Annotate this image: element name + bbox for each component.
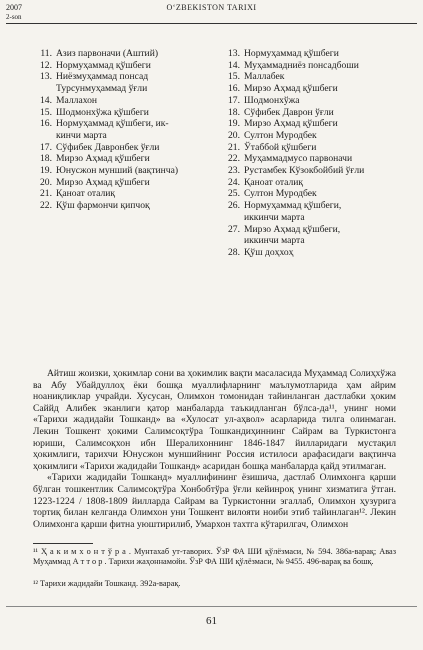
- list-item-number: 28.: [228, 246, 240, 258]
- footnote: ¹¹ Ҳ а к и м х о н т ў р а . Мунтахаб ут-таворих. ЎзР ФА ШИ қўлёзмаси, № 594. 386а-варақ; Аваз Муҳаммад А т т о р . Тарихи жаҳоннамойи. ЎзР ФА ШИ қўлёзмаси, № 9455. 496-варақ ва бошқ.: [33, 547, 396, 567]
- list-item-number: 20.: [228, 129, 240, 141]
- list-item-text: [56, 177, 202, 189]
- list-item-text: [56, 95, 202, 107]
- list-item-line: Муҳаммадмусо парвоначи: [244, 153, 353, 165]
- list-item-text: [244, 130, 393, 142]
- list-item-text: [56, 188, 202, 200]
- list-item-line: Мирзо Аҳмад қўшбеги: [56, 153, 150, 165]
- list-item-line: Юнусжон мунший (вақтинча): [56, 165, 179, 177]
- footnote: ¹² Тарихи жадидайи Тошканд. 392а-варақ.: [33, 579, 181, 588]
- list-item-line: Турсунмуҳаммад ўғли: [56, 83, 148, 95]
- list-item-line: Султон Муродбек: [244, 129, 317, 141]
- list-item-text: [56, 153, 202, 165]
- list-item-text: [244, 83, 393, 95]
- header-divider: [6, 23, 417, 24]
- list-item-line: Нормуҳаммад қўшбеги: [244, 48, 339, 59]
- list-item-text: [244, 247, 393, 259]
- list-item-number: 15.: [40, 106, 52, 118]
- list-item-number: 13.: [228, 48, 240, 59]
- list-item: [218, 95, 393, 107]
- paragraph: Айтиш жоизки, ҳокимлар сони ва ҳокимлик вақти масаласида Муҳаммад Солиҳхўжа ва Абу Убайдуллоҳ ёки бошқа муаллифларнинг маълумотларида ҳам айрим ноаниқликлар учрайди. Хусусан, Олимхон томонидан тайинланган дастлабки ҳоким Саййд Алибек эканлиги қатор манбаларда таъкидланган бўлса-да¹¹, унинг номи «Тарихи жадидайи Тошканд» ва «Хулосат ул-аҳвол» асарларида тилга олинмаган. Лекин Тошкент ҳокими Салимсоқтўра Тошкандиҳиннинг Сайрам ва Туркистонга юриши, Салимсоқхон ибн Шералихоннинг 1846-1847 йилларидаги мустақил ҳокимлиги, тарихчи Юнусжон муншийнинг Россия истилоси арафасидаги вақтинча ҳокимлиги «Тарихи жадидайи Тошканд» асаридан бошқа манбаларда қайд этилмаган.: [33, 368, 396, 472]
- list-item: [30, 95, 202, 107]
- list-item: [30, 107, 202, 119]
- list-item-text: [56, 142, 202, 154]
- list-item-line: Нормуҳаммад қўшбеги,: [244, 200, 342, 212]
- list-item-line: Қўш фармончи қипчоқ: [56, 200, 150, 212]
- list-item-number: 17.: [40, 141, 52, 153]
- list-item-text: [244, 200, 393, 223]
- list-item-text: [56, 200, 202, 212]
- list-item-line: Нормуҳаммад қўшбеги, ик-: [56, 118, 169, 130]
- list-item-number: 27.: [228, 223, 240, 235]
- header-title: O‘ZBEKISTON TARIXI: [166, 3, 257, 12]
- list-item-line: Шодмонхўжа қўшбеги: [56, 106, 149, 118]
- list-item-number: 12.: [40, 59, 52, 71]
- list-item-line: Азиз парвоначи (Аштий): [56, 48, 159, 59]
- list-item: [30, 142, 202, 154]
- list-item-line: Ниёзмуҳаммад понсад: [56, 71, 149, 83]
- list-item-line: Мирзо Аҳмад қўшбеги: [56, 176, 150, 188]
- list-item-line: Сўфибек Даврон ўғли: [244, 106, 334, 118]
- list-item: [218, 60, 393, 72]
- list-item-line: Рустамбек Кўзокбойбий ўғли: [244, 165, 365, 177]
- list-item-line: Қаноат оталиқ: [244, 176, 304, 188]
- list-item: [218, 153, 393, 165]
- list-item-number: 19.: [40, 165, 52, 177]
- list-item-number: 17.: [228, 94, 240, 106]
- list-item-text: [56, 60, 202, 72]
- list-item-number: 16.: [228, 83, 240, 95]
- list-item: [218, 107, 393, 119]
- list-item: [30, 188, 202, 200]
- list-item: [218, 247, 393, 259]
- list-item-number: 19.: [228, 118, 240, 130]
- list-item-text: [244, 165, 393, 177]
- list-item-line: Қўш доҳхоҳ: [244, 246, 294, 258]
- list-item-line: Маллахон: [56, 94, 98, 106]
- list-item: [30, 71, 202, 94]
- list-item: [218, 177, 393, 189]
- list-item-line: иккинчи марта: [244, 235, 305, 247]
- list-item-number: 25.: [228, 188, 240, 200]
- list-item-line: Сўфибек Давронбек ўғли: [56, 141, 160, 153]
- list-item: [218, 71, 393, 83]
- list-item-text: [244, 224, 393, 247]
- paragraph: «Тарихи жадидайи Тошканд» муаллифининг ёзишича, дастлаб Олимхонга қарши бўлган тошкентлик Салимсоқтўра Хонбобтўра ўғли кейинроқ унинг хизматига ўтган. 1223-1224 / 1808-1809 йилларда Сайрам ва Туркистонни эгаллаб, Олимхон ҳузурига тортиқ билан келганда Олимхон уни Тошкент вилояти ноиби этиб тайинлаган¹². Лекин Олимхонга қарши фитна уюштирилиб, Умархон тахтга кўтарилгач, Олимхон: [33, 472, 396, 530]
- governors-list-right: [218, 48, 393, 259]
- list-item-text: [56, 118, 202, 141]
- list-item-line: Мирзо Аҳмад қўшбеги: [244, 83, 338, 95]
- list-item-number: 20.: [40, 176, 52, 188]
- list-item: [218, 48, 393, 60]
- list-item-number: 14.: [40, 94, 52, 106]
- list-item-number: 15.: [228, 71, 240, 83]
- list-item: [30, 118, 202, 141]
- list-item-text: [244, 60, 393, 72]
- list-item-number: 24.: [228, 176, 240, 188]
- list-item-text: [56, 107, 202, 119]
- header-year: 2007: [6, 3, 22, 12]
- list-item: [218, 142, 393, 154]
- list-item-text: [244, 71, 393, 83]
- body-text: [33, 368, 396, 530]
- list-item: [218, 118, 393, 130]
- list-item: [218, 200, 393, 223]
- list-item-number: 22.: [228, 153, 240, 165]
- list-item-line: Султон Муродбек: [244, 188, 317, 200]
- list-item-text: [56, 165, 202, 177]
- list-item-text: [244, 95, 393, 107]
- governors-list-left: [30, 48, 202, 212]
- list-item-text: [244, 177, 393, 189]
- list-item-number: 23.: [228, 165, 240, 177]
- list-item-line: Мирзо Аҳмад қўшбеги: [244, 118, 338, 130]
- list-item: [30, 200, 202, 212]
- list-item-text: [56, 48, 202, 60]
- list-item: [218, 130, 393, 142]
- list-item-text: [244, 142, 393, 154]
- list-item-number: 16.: [40, 118, 52, 130]
- list-item-text: [244, 48, 393, 60]
- list-item-line: Ўтаббой қўшбеги: [244, 141, 317, 153]
- list-item-text: [244, 118, 393, 130]
- list-item-text: [244, 188, 393, 200]
- list-item: [218, 83, 393, 95]
- list-item-text: [56, 71, 202, 94]
- list-item-number: 22.: [40, 200, 52, 212]
- list-item-line: Муҳаммадниёз понсадбоши: [244, 59, 359, 71]
- list-item-line: Мирзо Аҳмад қўшбеги,: [244, 223, 341, 235]
- list-item-number: 18.: [228, 106, 240, 118]
- list-item: [30, 60, 202, 72]
- list-item-line: Қаноат оталиқ: [56, 188, 116, 200]
- footnote-divider: [33, 543, 93, 544]
- list-item: [218, 188, 393, 200]
- list-item-line: кинчи марта: [56, 129, 107, 141]
- list-item-number: 11.: [40, 48, 52, 59]
- list-item: [218, 224, 393, 247]
- list-item-text: [244, 153, 393, 165]
- list-item: [30, 153, 202, 165]
- list-item-number: 21.: [228, 141, 240, 153]
- list-item-number: 21.: [40, 188, 52, 200]
- list-item-number: 13.: [40, 71, 52, 83]
- list-item: [30, 48, 202, 60]
- list-item-number: 26.: [228, 200, 240, 212]
- list-item-text: [244, 107, 393, 119]
- page-bottom-divider: [6, 606, 417, 607]
- list-item: [30, 177, 202, 189]
- list-item-line: Маллабек: [244, 71, 285, 83]
- list-item: [218, 165, 393, 177]
- list-item-line: Шодмонхўжа: [244, 94, 300, 106]
- list-item-line: иккинчи марта: [244, 211, 305, 223]
- list-item-line: Нормуҳаммад қўшбеги: [56, 59, 151, 71]
- list-item: [30, 165, 202, 177]
- page-number: 61: [206, 615, 217, 627]
- list-item-number: 18.: [40, 153, 52, 165]
- list-item-number: 14.: [228, 59, 240, 71]
- header-issue: 2-son: [6, 13, 22, 21]
